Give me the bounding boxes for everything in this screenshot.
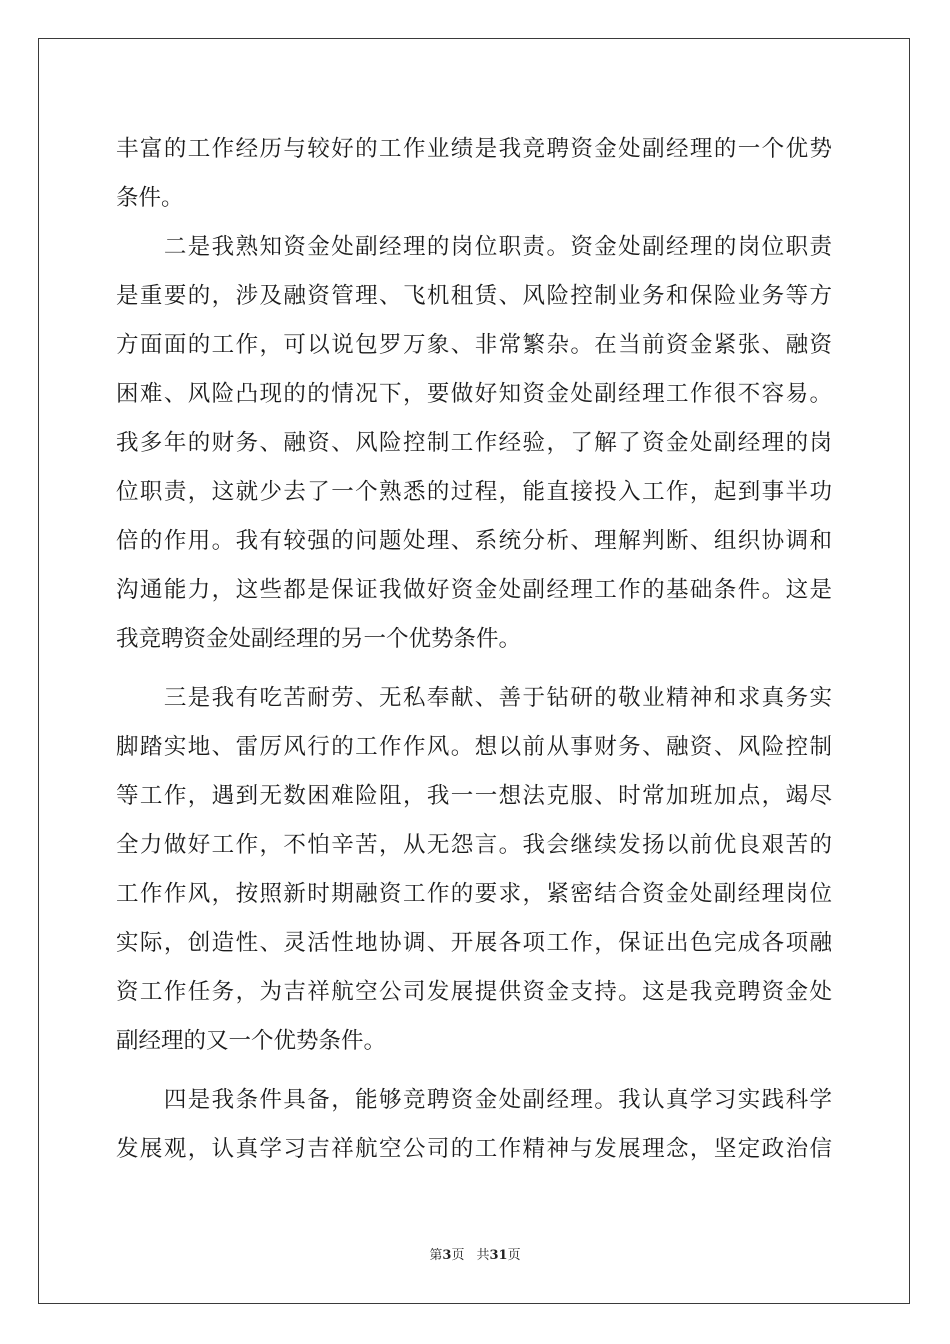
text-line: 实际，创造性、灵活性地协调、开展各项工作，保证出色完成各项融 (116, 930, 832, 956)
text-line: 二是我熟知资金处副经理的岗位职责。资金处副经理的岗位职责 (116, 234, 832, 260)
page-prefix: 第 (429, 1248, 443, 1263)
text-line: 我竞聘资金处副经理的另一个优势条件。 (116, 626, 522, 652)
total-pages: 31 (489, 1248, 508, 1263)
text-line: 资工作任务，为吉祥航空公司发展提供资金支持。这是我竞聘资金处 (116, 979, 832, 1005)
text-line: 脚踏实地、雷厉风行的工作作风。想以前从事财务、融资、风险控制 (116, 734, 832, 760)
text-line: 位职责，这就少去了一个熟悉的过程，能直接投入工作，起到事半功 (116, 479, 832, 505)
text-line: 副经理的又一个优势条件。 (116, 1028, 387, 1054)
text-line: 发展观，认真学习吉祥航空公司的工作精神与发展理念，坚定政治信 (116, 1136, 832, 1162)
page-number: 3 (442, 1248, 452, 1263)
page-footer (0, 1247, 950, 1265)
text-line: 我多年的财务、融资、风险控制工作经验，了解了资金处副经理的岗 (116, 430, 832, 456)
total-prefix: 共 (476, 1248, 490, 1263)
text-line: 四是我条件具备，能够竞聘资金处副经理。我认真学习实践科学 (116, 1087, 832, 1113)
text-line: 工作作风，按照新时期融资工作的要求，紧密结合资金处副经理岗位 (116, 881, 832, 907)
text-line: 三是我有吃苦耐劳、无私奉献、善于钻研的敬业精神和求真务实 (116, 685, 832, 711)
page-suffix: 页 (451, 1248, 465, 1263)
text-line: 倍的作用。我有较强的问题处理、系统分析、理解判断、组织协调和 (116, 528, 832, 554)
text-line: 沟通能力，这些都是保证我做好资金处副经理工作的基础条件。这是 (116, 577, 832, 603)
text-line: 方面面的工作，可以说包罗万象、非常繁杂。在当前资金紧张、融资 (116, 332, 832, 358)
text-line: 条件。 (116, 185, 184, 211)
total-suffix: 页 (507, 1248, 521, 1263)
text-line: 丰富的工作经历与较好的工作业绩是我竞聘资金处副经理的一个优势 (116, 136, 832, 162)
text-line: 等工作，遇到无数困难险阻，我一一想法克服、时常加班加点，竭尽 (116, 783, 832, 809)
text-line: 困难、风险凸现的的情况下，要做好知资金处副经理工作很不容易。 (116, 381, 832, 407)
text-line: 是重要的，涉及融资管理、飞机租赁、风险控制业务和保险业务等方 (116, 283, 832, 309)
text-line: 全力做好工作，不怕辛苦，从无怨言。我会继续发扬以前优良艰苦的 (116, 832, 832, 858)
